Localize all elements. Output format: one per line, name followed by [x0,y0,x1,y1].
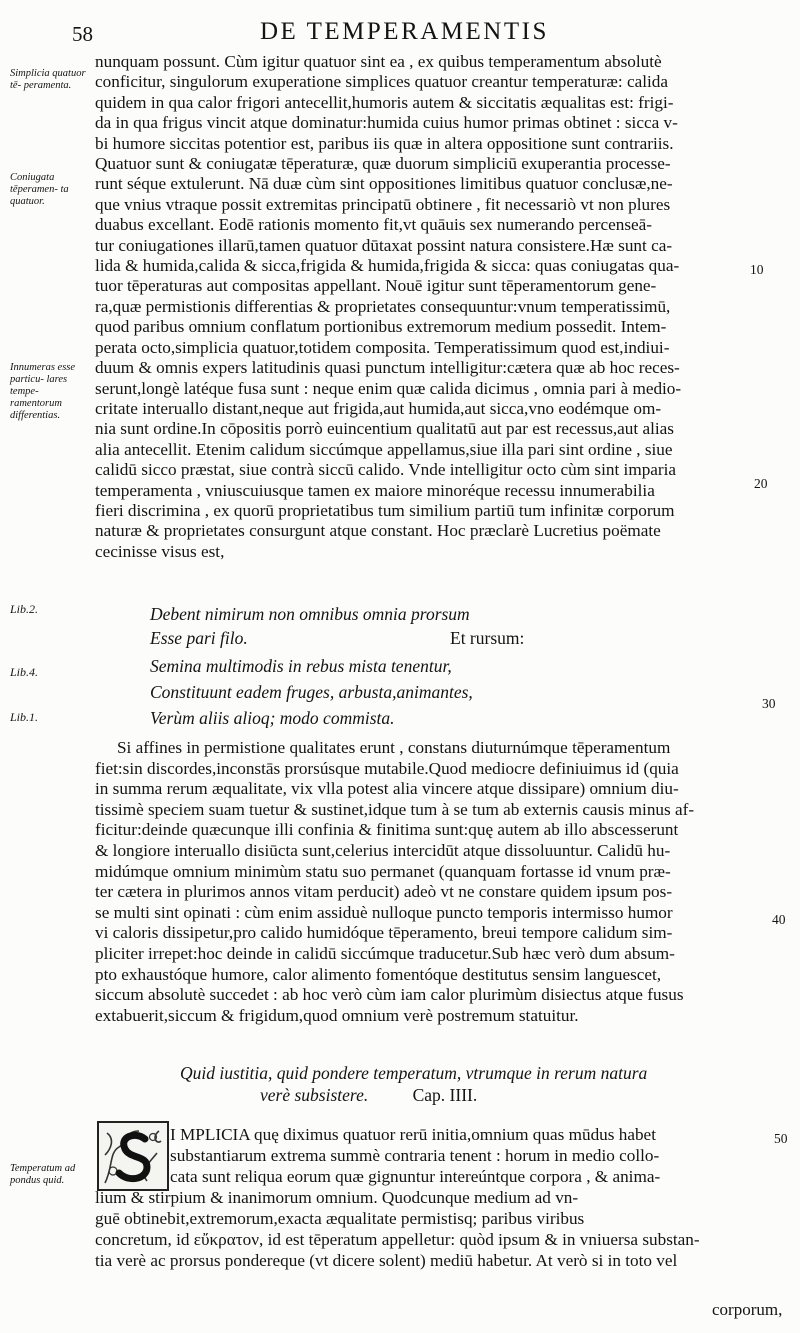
chapter-title-text: verè subsistere. [260,1085,369,1105]
margin-note-lib1: Lib.1. [10,710,39,724]
verse-line: Constituunt eadem fruges, arbusta,animantes, [150,682,473,702]
et-rursum: Et rursum: [450,628,525,648]
text-line: duum & omnis expers latitudinis quasi punctum intelligitur:cætera quæ ab hoc reces- [95,358,680,378]
text-line: alia antecellit. Etenim calidum siccúmque appellamus,siue illa pari sint ordine , siue [95,439,673,459]
line-number-50: 50 [774,1131,788,1146]
line-number-40: 40 [772,912,786,927]
text-line: extabuerit,siccum & frigidum,quod omnium verè postremum statuitur. [95,1005,579,1025]
text-line: naturæ & proprietates consurgunt atque constant. Hoc præclarè Lucretius poëmate [95,521,661,541]
margin-note-lib2: Lib.2. [10,602,39,616]
text-line: da in qua frigus vincit atque dominatur:humida cuius humor primas obtinet : sicca v- [95,113,678,133]
text-line: I MPLICIA quę diximus quatuor rerū initia,omnium quas mūdus habet [170,1125,656,1144]
text-line: lium & stirpium & inanimorum omnium. Quodcunque medium ad vn- [95,1188,579,1207]
text-line: ra,quæ permistionis differentias & proprietates consequuntur:vnum temperatissimū, [95,296,671,316]
text-line: quod paribus omnium conflatum portionibus extremorum medium possedit. Intem- [95,317,667,337]
text-line: tissimè speciem suam tuetur & sustinet,idque tum à se tum ab externis causis minus af- [95,799,695,819]
paragraph-1 [95,52,775,562]
running-head: DE TEMPERAMENTIS [260,18,549,45]
text-line: cecinisse visus est, [95,541,225,561]
line-number-10: 10 [750,262,764,277]
text-line: substantiarum extrema summè contraria tenent : horum in medio collo- [170,1146,660,1165]
text-line: perata octo,simplicia quatuor,totidem composita. Temperatissimum quod est,indiui- [95,337,670,357]
text-line: Si affines in permistione qualitates erunt , constans diuturnúmque tēperamentum [117,738,671,757]
text-line: que vnius vtraque possit extremitas principatū obtinere , fit necessariò vt non plures [95,194,671,214]
text-line: lida & humida,calida & sicca,frigida & humida,frigida & sicca: quas coniugatas qua- [95,256,680,276]
text-line: critate interuallo distant,neque aut frigida,aut humida,aut sicca,vno eodémque om- [95,398,662,418]
text-line: se multi sint opinati : cùm enim assiduè nulloque puncto temporis intermisso humor [95,902,673,922]
text-line: in summa rerum æqualitate, vix vlla potest alia vincere atque dissipare) omnium diu- [95,779,679,799]
catchword: corporum, [712,1300,783,1319]
decorated-initial-s [97,1121,169,1191]
floral-initial-icon [99,1123,167,1189]
verse-line: Verùm aliis alioq; modo commista. [150,708,395,728]
verse-line: Debent nimirum non omnibus omnia prorsum [150,604,470,624]
text-line: tuor tēperaturas aut compositas appellant. Nouē igitur sunt tēperamentorum gene- [95,276,657,296]
text-line: vi caloris dissipetur,pro calido humidóque tēperamento, breui tempore calidum sim- [95,923,673,943]
paragraph-2 [95,738,775,1026]
text-line: nunquam possunt. Cùm igitur quatuor sint ea , ex quibus temperamentum absolutè [95,52,662,71]
text-line: calidū sicco præstat, siue contrà siccū calido. Vnde intelligitur octo cùm sint imparia [95,460,677,480]
verse-line: Semina multimodis in rebus mista tenentur, [150,656,452,676]
verse-line [150,628,710,649]
folio-number: 58 [72,22,93,46]
text-line: pto exhaustóque humore, calor alimento fomentóque destitutus sensim languescet, [95,964,662,984]
text-line: temperamenta , vniuscuiusque tamen ex maiore minoréque recessu innumerabilia [95,480,655,500]
text-line: conficitur, singulorum exuperatione simplices quatuor creantur temperaturæ: calida [95,72,668,92]
text-line: tia verè ac prorsus pondereque (vt dicere solent) mediū habetur. At verò si in toto vel [95,1251,678,1270]
text-line: duabus excellant. Eodē rationis momento fit,vt quāuis sex numerando percenseā- [95,215,652,235]
margin-note-temperatum: Temperatum ad pondus quid. [10,1163,76,1186]
chapter-title-line [180,1084,740,1106]
text-line: ter cætera in plurimos annos vitam perducit) adeò vt ne constare quidem ipsum pos- [95,882,673,902]
text-line: siccum absolutè succedet : ab hoc verò cùm iam calor plurimùm disiectus atque fusus [95,985,684,1005]
text-line: ficitur:deinde quæcunque illi confinia & finitima sunt:quę autem ab illo abscesserunt [95,820,679,840]
text-line: midúmque omnium minimùm statu suo permanet (quanquam fortasse id vnum præ- [95,861,671,881]
chapter-title-line: Quid iustitia, quid pondere temperatum, vtrumque in rerum natura [180,1063,648,1083]
chapter-heading [180,1062,740,1106]
text-line: nia sunt ordine.In cōpositis porrò euincentium qualitatū aut par est recessus,aut alias [95,419,674,439]
text-line: quidem in qua calor frigori antecellit,humoris autem & siccitatis æqualitas est: frigi- [95,92,674,112]
chapter-number: Cap. IIII. [412,1085,478,1105]
line-number-30: 30 [762,696,776,711]
text-line: & longiore interuallo disiūcta sunt,celerius intercidūt atque dissoluuntur. Calidū hu- [95,840,671,860]
text-line: fiet:sin discordes,inconstās prorsúsque mutabile.Quod mediocre definiuimus id (quia [95,758,679,778]
margin-note-innumeras: Innumeras esse particu- lares tempe- ramentorum differentias. [10,362,76,421]
text-line: pliciter irrepet:hoc deinde in calidū siccúmque traducetur.Sub hæc verò dum absum- [95,943,675,963]
margin-note-simplicia: Simplicia quatuor tē- peramenta. [10,68,86,91]
text-line: Quatuor sunt & coniugatæ tēperaturæ, quæ duorum simpliciū exuperantia processe- [95,154,671,174]
paragraph-4 [95,1187,775,1271]
verse-text: Esse pari filo. [150,628,248,648]
text-line: bi humore siccitas potentior est, paribus iis quæ in altera oppositione sunt contrariis. [95,133,674,153]
text-line: tur coniugationes illarū,tamen quatuor dūtaxat possint natura consistere.Hæ sunt ca- [95,235,673,255]
text-line: cata sunt reliqua eorum quæ gignuntur intereúntque corpora , & anima- [170,1167,661,1186]
text-line: serunt,longè latéque fusa sunt : neque enim quæ calida dicimus , omnia pari à medio- [95,378,682,398]
text-line: runt séque extulerunt. Nā duæ cùm sint oppositiones limitibus quatuor conclusæ,ne- [95,174,673,194]
line-number-20: 20 [754,476,768,491]
margin-note-coniugata: Coniugata tēperamen- ta quatuor. [10,172,69,207]
text-line: fieri discrimina , ex quorū proprietatibus tum similium partiū tum infinitæ corporum [95,500,675,520]
text-line: guē obtinebit,extremorum,exacta æqualitate permistisq; paribus viribus [95,1209,585,1228]
margin-note-lib4: Lib.4. [10,665,39,679]
text-line: concretum, id εὔκρατον, id est tēperatum appelletur: quòd ipsum & in vniuersa substan- [95,1230,700,1249]
paragraph-3 [170,1124,770,1187]
